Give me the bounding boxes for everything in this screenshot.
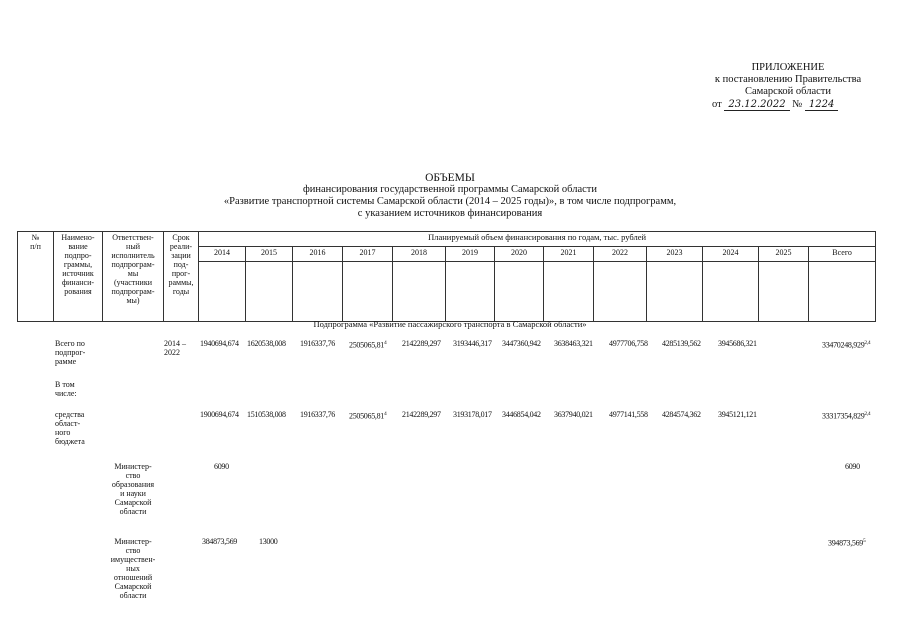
blank-cell [199, 262, 246, 322]
year-2021: 2021 [544, 247, 594, 262]
resolution-number: 1224 [805, 99, 838, 111]
blank-cell [293, 262, 343, 322]
financing-table-header [17, 231, 876, 322]
blank-cell [759, 262, 809, 322]
year-2017: 2017 [343, 247, 393, 262]
year-2016: 2016 [293, 247, 343, 262]
appendix-line-3: Самарской области [745, 86, 831, 97]
row-term-total: 2014 – 2022 [164, 339, 186, 357]
total-all: 33470248,929$^{2,4}$ [822, 340, 871, 350]
blank-cell [594, 262, 647, 322]
regional-2014: 1900694,674 [200, 410, 239, 419]
row-label-ministry-property: Министер- ство имуществен- ных отношений Самарской области [110, 537, 156, 600]
regional-total: 33317354,829$^{2,4}$ [822, 411, 871, 421]
blank-cell [495, 262, 544, 322]
blank-cell [647, 262, 703, 322]
year-2019: 2019 [446, 247, 495, 262]
blank-cell [703, 262, 759, 322]
col-header-name: Наимено- вание подпро- граммы, источник финанси- рования [54, 232, 103, 322]
number-prefix: № [792, 99, 803, 110]
row-label-ministry-education: Министер- ство образования и науки Самарской области [111, 462, 155, 516]
regional-2024: 3945121,121 [718, 410, 757, 419]
title-line-4: с указанием источников финансирования [357, 208, 543, 219]
total-2020: 3447360,942 [502, 339, 541, 348]
regional-2023: 4284574,362 [662, 410, 701, 419]
year-2025: 2025 [759, 247, 809, 262]
col-header-term: Срок реали- зации под- прог- раммы, годы [164, 232, 199, 322]
blank-cell [446, 262, 495, 322]
blank-cell [393, 262, 446, 322]
total-2018: 2142289,297 [402, 339, 441, 348]
regional-2022: 4977141,558 [609, 410, 648, 419]
appendix-line-2: к постановлению Правительства [714, 74, 862, 85]
regional-2020: 3446854,042 [502, 410, 541, 419]
ministry-property-total: 394873,569$^5$ [828, 538, 866, 548]
total-2019: 3193446,317 [453, 339, 492, 348]
year-2022: 2022 [594, 247, 647, 262]
resolution-date-number [712, 99, 838, 111]
year-total: Всего [809, 247, 876, 262]
blank-cell [544, 262, 594, 322]
ministry-education-total: 6090 [845, 462, 860, 471]
regional-2016: 1916337,76 [300, 410, 336, 419]
document-title [180, 172, 720, 220]
row-label-regional-budget: средства област- ного бюджета [55, 410, 85, 446]
year-2023: 2023 [647, 247, 703, 262]
regional-2015: 1510538,008 [247, 410, 286, 419]
total-2015: 1620538,008 [247, 339, 286, 348]
title-line-3: «Развитие транспортной системы Самарской области (2014 – 2025 годы)», в том числе подпрограмм, [223, 196, 677, 207]
row-label-total: Всего по подпрог- рамме [55, 339, 86, 366]
total-2021: 3638463,321 [554, 339, 593, 348]
ministry-education-2014: 6090 [214, 462, 229, 471]
subprogram-title: Подпрограмма «Развитие пассажирского транспорта в Самарской области» [313, 319, 587, 329]
year-2015: 2015 [246, 247, 293, 262]
total-2023: 4285139,562 [662, 339, 701, 348]
regional-2019: 3193178,017 [453, 410, 492, 419]
year-2020: 2020 [495, 247, 544, 262]
resolution-date: 23.12.2022 [724, 99, 789, 111]
blank-cell [246, 262, 293, 322]
total-2024: 3945686,321 [718, 339, 757, 348]
col-header-number: № п/п [18, 232, 54, 322]
year-2018: 2018 [393, 247, 446, 262]
regional-2021: 3637940,021 [554, 410, 593, 419]
appendix-title: ПРИЛОЖЕНИЕ [751, 62, 825, 73]
total-2017: 2505065,81$^4$ [349, 340, 387, 350]
col-header-executor: Ответствен- ный исполнитель подпрограм- мы (участники подпрограм- мы) [103, 232, 164, 322]
ministry-property-2015: 13000 [259, 537, 278, 546]
regional-2018: 2142289,297 [402, 410, 441, 419]
regional-2017: 2505065,81$^4$ [349, 411, 387, 421]
ministry-property-2014: 384873,569 [202, 537, 238, 546]
total-2016: 1916337,76 [300, 339, 336, 348]
blank-cell [809, 262, 876, 322]
year-2024: 2024 [703, 247, 759, 262]
year-2014: 2014 [199, 247, 246, 262]
total-2014: 1940694,674 [200, 339, 239, 348]
col-header-planned: Планируемый объем финансирования по годам, тыс. рублей [199, 232, 876, 247]
title-line-2: финансирования государственной программы Самарской области [302, 184, 597, 195]
date-prefix: от [712, 99, 722, 110]
blank-cell [343, 262, 393, 322]
title-line-1: ОБЪЕМЫ [425, 172, 475, 184]
row-label-including: В том числе: [55, 380, 77, 398]
total-2022: 4977706,758 [609, 339, 648, 348]
appendix-block [700, 62, 876, 98]
